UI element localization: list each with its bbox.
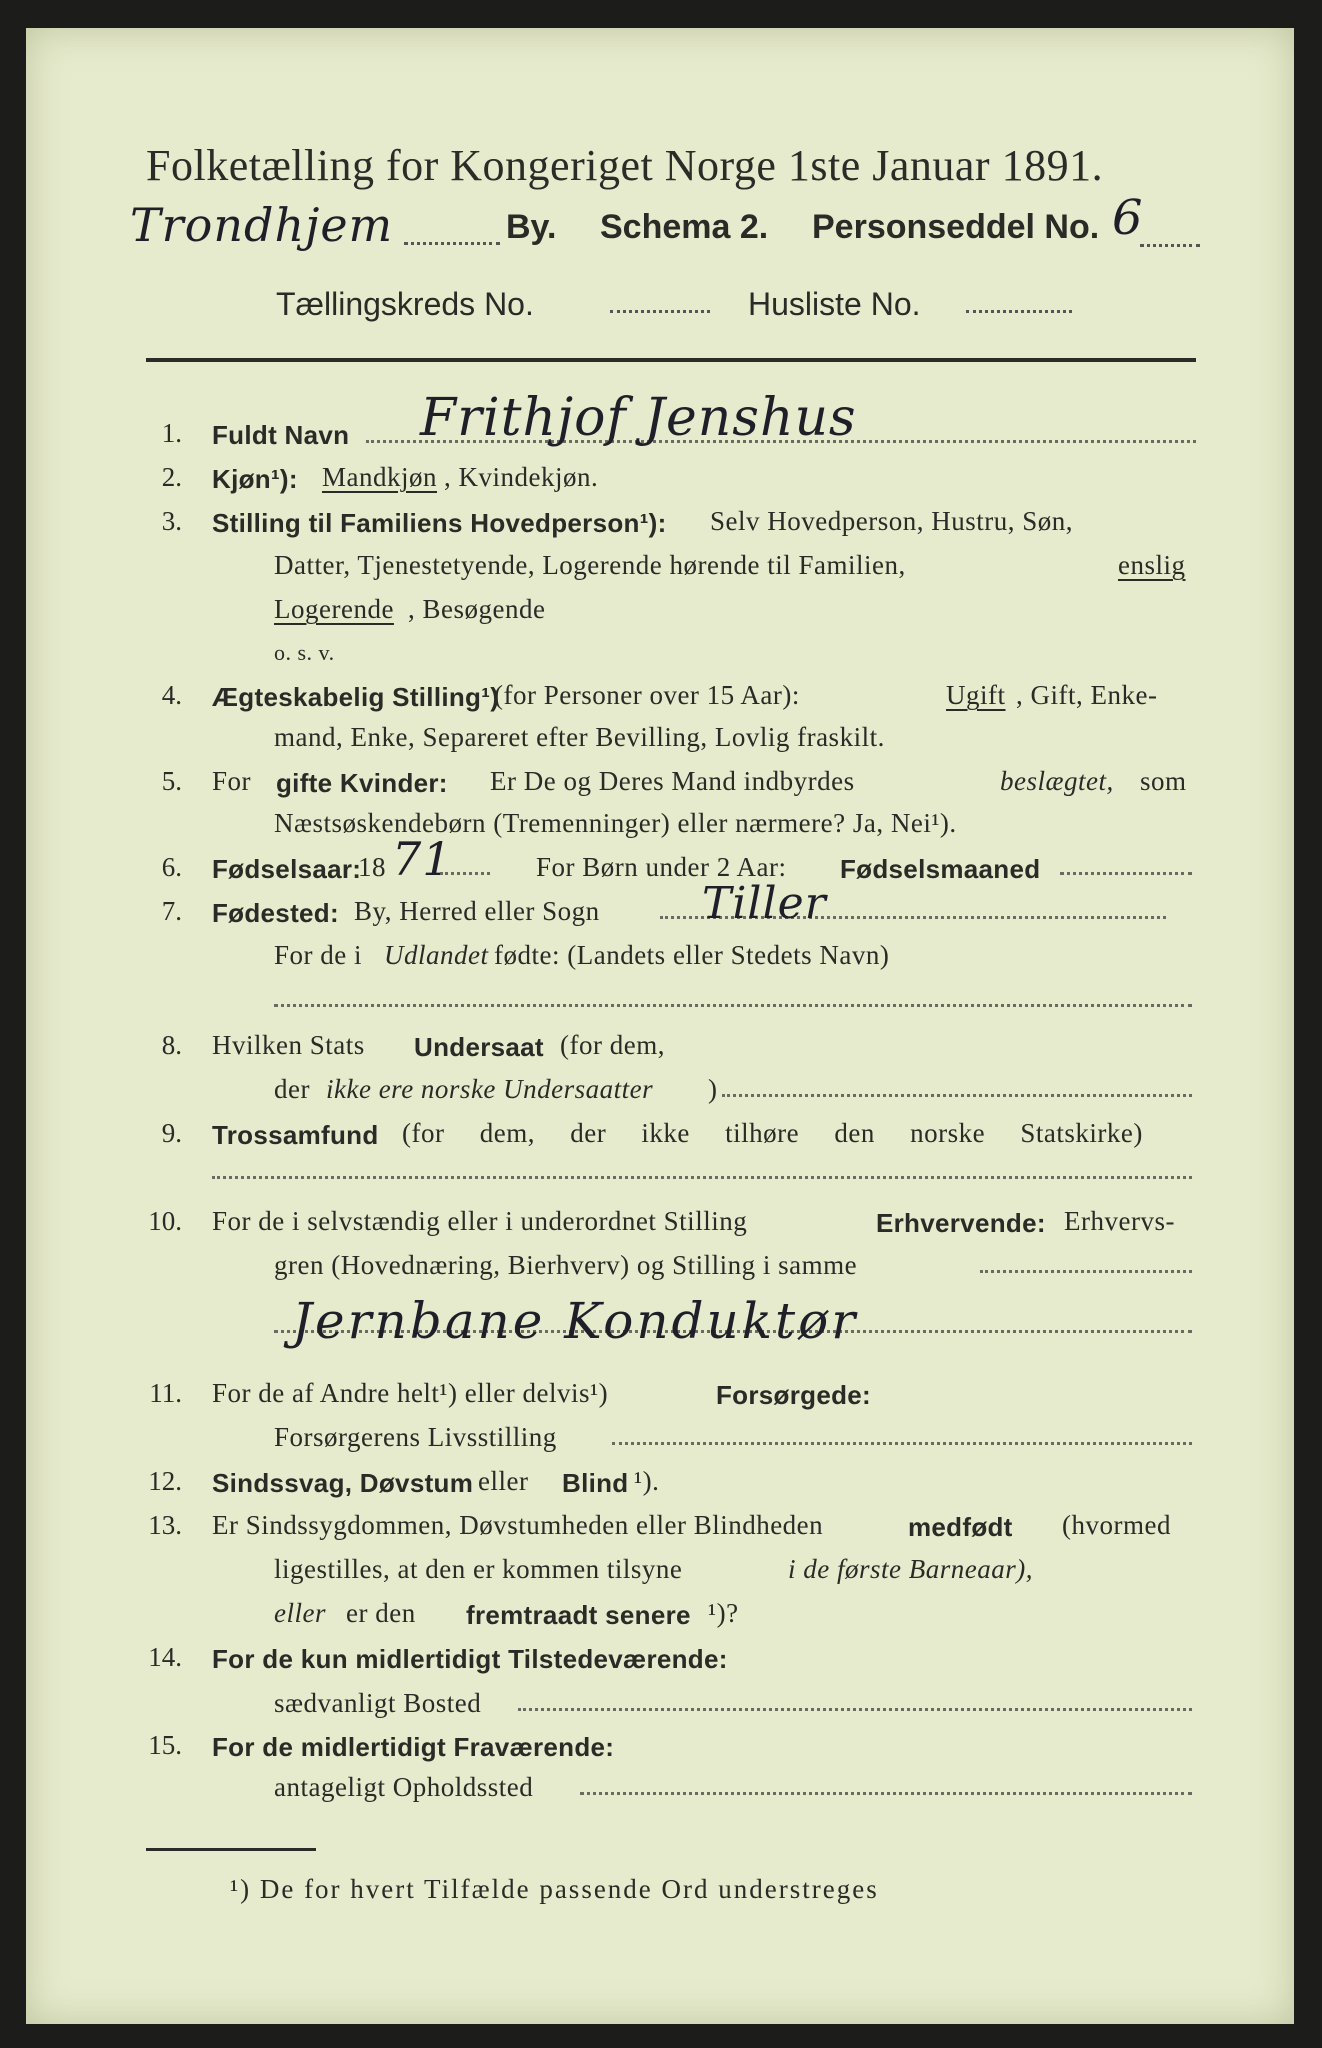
- citizenship-dotline: [722, 1094, 1192, 1097]
- name-value: Frithjof Jenshus: [420, 388, 857, 448]
- taellingskreds-label: Tællingskreds No.: [276, 286, 534, 322]
- field-label-birth-year: Fødselsaar:: [212, 854, 362, 884]
- marital-status-condition: (for Personer over 15 Aar):: [494, 680, 800, 710]
- field-label-dependents: Forsørgede:: [716, 1380, 871, 1410]
- item-number: 3.: [161, 506, 182, 536]
- congenital-question: i de første Barneaar),: [788, 1554, 1033, 1584]
- occupation-question: For de i selvstændig eller i underordnet Stilling: [212, 1206, 748, 1236]
- birth-year-prefix: 18: [358, 852, 386, 882]
- dependents-question: For de af Andre helt¹) eller delvis¹): [212, 1378, 609, 1408]
- husliste-label: Husliste No.: [748, 286, 921, 322]
- field-label-later-onset: fremtraadt senere: [466, 1600, 691, 1630]
- field-label-congenital: medfødt: [908, 1512, 1013, 1542]
- footnote-rule: [146, 1848, 316, 1851]
- header-rule: [146, 358, 1196, 362]
- field-label-disability: Sindssvag, Døvstum: [212, 1468, 474, 1498]
- family-position-options: Selv Hovedperson, Hustru, Søn,: [710, 506, 1073, 536]
- birthplace-value: Tiller: [702, 878, 827, 929]
- congenital-question: ¹)?: [708, 1598, 739, 1628]
- probable-residence-dotline: [580, 1792, 1192, 1795]
- married-women-question: Næstsøskendebørn (Tremenninger) eller nærmere? Ja, Nei¹).: [274, 808, 957, 838]
- item-number: 2.: [161, 462, 182, 492]
- foreign-birthplace-prompt: fødte: (Landets eller Stedets Navn): [494, 940, 890, 970]
- citizenship-paren: ): [708, 1074, 718, 1104]
- birth-year-value: 71: [392, 832, 453, 886]
- sex-option-male-selected: Mandkjøn: [322, 462, 437, 492]
- religion-dotline: [212, 1176, 1192, 1179]
- sex-option-female: , Kvindekjøn.: [444, 462, 599, 492]
- congenital-question: er den: [346, 1598, 416, 1628]
- taellingskreds-dotline: [610, 310, 710, 313]
- marital-status-selected: Ugift: [946, 680, 1006, 710]
- field-label-occupation: Erhvervende:: [876, 1208, 1046, 1238]
- field-label-birth-month: Fødselsmaaned: [840, 854, 1041, 884]
- field-label-marital-status: Ægteskabelig Stilling¹): [212, 682, 500, 712]
- by-label: By.: [506, 208, 557, 246]
- occupation-question: Erhvervs-: [1064, 1206, 1175, 1236]
- field-label-temporary-absent: For de midlertidigt Fraværende:: [212, 1732, 615, 1762]
- husliste-dotline: [966, 310, 1072, 313]
- schema-label: Schema 2.: [600, 208, 769, 246]
- birthplace-prompt: By, Herred eller Sogn: [354, 896, 600, 926]
- personseddel-number: 6: [1112, 190, 1144, 246]
- field-label-sex: Kjøn¹):: [212, 464, 298, 494]
- family-position-option-selected: enslig: [1118, 550, 1186, 580]
- married-women-question: beslægtet,: [1000, 766, 1114, 796]
- item-number: 13.: [148, 1510, 182, 1540]
- foreign-birthplace-prompt: Udlandet: [384, 940, 489, 970]
- birth-year-dotline: [440, 872, 490, 875]
- occupation-question: gren (Hovednæring, Bierhverv) og Stilling i samme: [274, 1250, 858, 1280]
- item-number: 10.: [148, 1206, 182, 1236]
- marital-status-options: mand, Enke, Separeret efter Bevilling, Lovlig fraskilt.: [274, 722, 885, 752]
- congenital-question: (hvormed: [1062, 1510, 1171, 1540]
- item-number: 1.: [161, 418, 182, 448]
- family-position-options: , Besøgende: [408, 594, 546, 624]
- birth-month-condition: For Børn under 2 Aar:: [536, 852, 787, 882]
- personseddel-label: Personseddel No.: [812, 208, 1100, 246]
- city-handwritten: Trondhjem: [130, 198, 394, 252]
- item-number: 4.: [161, 680, 182, 710]
- birth-month-dotline: [1060, 872, 1192, 875]
- disability-conjunction: eller: [478, 1466, 529, 1496]
- citizenship-question: der: [274, 1074, 310, 1104]
- field-label-blind: Blind: [562, 1468, 629, 1498]
- personseddel-dotline: [1140, 244, 1200, 247]
- married-women-question: som: [1140, 766, 1187, 796]
- field-label-birthplace: Fødested:: [212, 898, 339, 928]
- disability-footnote: ¹).: [634, 1466, 660, 1496]
- city-dotline: [404, 242, 500, 245]
- census-form: [26, 28, 1294, 2024]
- usual-residence-dotline: [518, 1708, 1192, 1711]
- field-label-name: Fuldt Navn: [212, 420, 350, 450]
- field-label-married-women: gifte Kvinder:: [276, 768, 448, 798]
- occupation-value: Jernbane Konduktør: [292, 1292, 859, 1350]
- citizenship-question: (for dem,: [560, 1030, 665, 1060]
- form-title: Folketælling for Kongeriget Norge 1ste Januar 1891.: [146, 141, 1104, 190]
- item-number: 12.: [148, 1466, 182, 1496]
- family-position-option-selected: Logerende: [274, 594, 394, 624]
- congenital-question: Er Sindssygdommen, Døvstumheden eller Blindheden: [212, 1510, 824, 1540]
- usual-residence-prompt: sædvanligt Bosted: [274, 1688, 482, 1718]
- item-number: 11.: [149, 1378, 182, 1408]
- item-number: 14.: [148, 1642, 182, 1672]
- field-label-family-position: Stilling til Familiens Hovedperson¹):: [212, 508, 667, 538]
- citizenship-question: Hvilken Stats: [212, 1030, 365, 1060]
- item-number: 8.: [161, 1030, 182, 1060]
- field-label-religion: Trossamfund: [212, 1120, 379, 1150]
- foreign-birthplace-prompt: For de i: [274, 940, 362, 970]
- field-label-citizenship: Undersaat: [414, 1032, 544, 1062]
- citizenship-question: ikke ere norske Undersaatter: [326, 1074, 654, 1104]
- congenital-question: eller: [274, 1598, 326, 1628]
- family-position-options: Datter, Tjenestetyende, Logerende hørende til Familien,: [274, 550, 906, 580]
- item-number: 9.: [161, 1118, 182, 1148]
- married-women-prefix: For: [212, 766, 252, 796]
- religion-condition: (for dem, der ikke tilhøre den norske Statskirke): [402, 1118, 1143, 1148]
- item-number: 5.: [161, 766, 182, 796]
- occupation-dotline: [980, 1270, 1192, 1273]
- field-label-temporary-present: For de kun midlertidigt Tilstedeværende:: [212, 1644, 728, 1674]
- footnote: ¹) De for hvert Tilfælde passende Ord understreges: [230, 1874, 879, 1904]
- probable-residence-prompt: antageligt Opholdssted: [274, 1772, 534, 1802]
- family-position-etc: o. s. v.: [274, 640, 335, 665]
- marital-status-options: , Gift, Enke-: [1016, 680, 1158, 710]
- provider-occupation-dotline: [612, 1442, 1192, 1445]
- provider-occupation-prompt: Forsørgerens Livsstilling: [274, 1422, 557, 1452]
- married-women-question: Er De og Deres Mand indbyrdes: [490, 766, 855, 796]
- item-number: 7.: [161, 896, 182, 926]
- congenital-question: ligestilles, at den er kommen tilsyne: [274, 1554, 683, 1584]
- item-number: 6.: [161, 852, 182, 882]
- item-number: 15.: [148, 1730, 182, 1760]
- foreign-birthplace-dotline: [274, 1004, 1192, 1007]
